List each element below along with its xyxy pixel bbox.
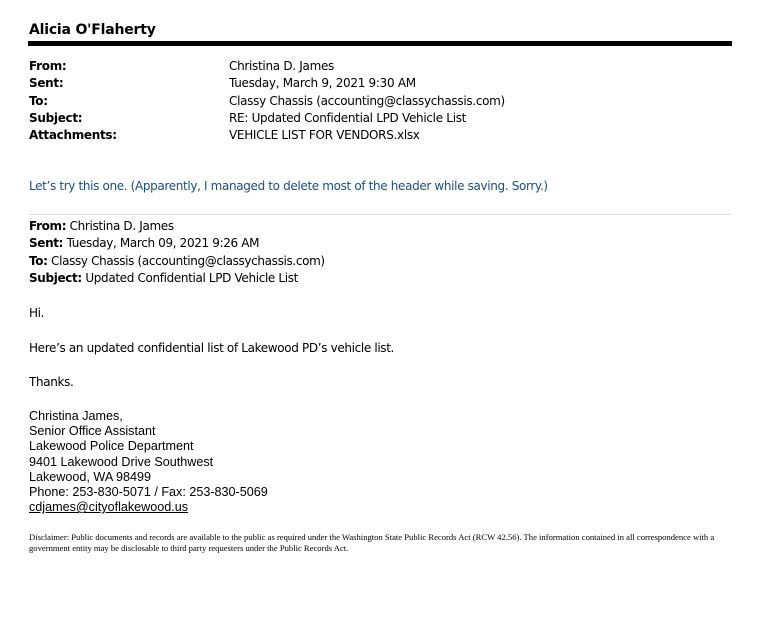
email-header	[29, 59, 732, 145]
quoted-value-sent: Tuesday, March 09, 2021 9:26 AM	[63, 236, 260, 251]
header-value-subject: RE: Updated Confidential LPD Vehicle List	[229, 110, 467, 125]
quoted-row-to	[29, 254, 325, 271]
quoted-row-subject	[29, 271, 325, 288]
signature-city: Lakewood, WA 98499	[29, 469, 152, 484]
header-row-subject	[29, 111, 732, 128]
quoted-label: Sent:	[29, 236, 64, 251]
disclaimer: Disclaimer: Public documents and records are available to the public as required under the Washington State Public Records Act (RCW 42.56). The information contained in all correspondence with a government entity may be disclosable to third party requesters under the Public Records Act.	[29, 532, 715, 553]
header-label: From:	[29, 59, 67, 73]
header-row-sent	[29, 76, 732, 93]
message-separator	[29, 214, 732, 215]
attachment-filename[interactable]: VEHICLE LIST FOR VENDORS.xlsx	[229, 128, 420, 143]
quoted-row-sent	[29, 236, 325, 253]
quoted-label: Subject:	[29, 270, 82, 285]
closing: Thanks.	[29, 375, 74, 389]
header-label: Subject:	[29, 110, 83, 125]
header-row-to	[29, 94, 732, 111]
header-row-from	[29, 59, 732, 76]
greeting: Hi.	[29, 306, 45, 320]
reply-note: Let’s try this one. (Apparently, I managed to delete most of the header while saving. Sorry.)	[29, 179, 548, 193]
header-value-to: Classy Chassis (accounting@classychassis.com)	[229, 93, 505, 108]
signature-block	[29, 409, 268, 515]
quoted-value-subject: Updated Confidential LPD Vehicle List	[81, 270, 299, 285]
title-rule	[28, 41, 732, 46]
message-body: Here’s an updated confidential list of Lakewood PD’s vehicle list.	[29, 341, 395, 355]
signature-street: 9401 Lakewood Drive Southwest	[29, 454, 214, 469]
header-value-from: Christina D. James	[229, 59, 335, 73]
quoted-label: From:	[29, 219, 67, 233]
header-label: To:	[29, 93, 48, 108]
header-label: Attachments:	[29, 128, 117, 143]
header-row-attachments	[29, 128, 732, 145]
quoted-row-from	[29, 219, 325, 236]
signature-email-link[interactable]: cdjames@cityoflakewood.us	[29, 500, 189, 515]
signature-name: Christina James,	[29, 409, 123, 423]
signature-title: Senior Office Assistant	[29, 424, 156, 439]
quoted-header	[29, 219, 325, 288]
signature-department: Lakewood Police Department	[29, 439, 194, 454]
quoted-value-from: Christina D. James	[66, 219, 174, 233]
signature-phone-fax: Phone: 253-830-5071 / Fax: 253-830-5069	[29, 485, 268, 500]
header-label: Sent:	[29, 76, 64, 91]
quoted-label: To:	[29, 253, 48, 268]
quoted-value-to: Classy Chassis (accounting@classychassis.com)	[47, 253, 325, 268]
header-value-sent: Tuesday, March 9, 2021 9:30 AM	[229, 76, 416, 91]
mailbox-owner-name: Alicia O'Flaherty	[29, 22, 156, 38]
